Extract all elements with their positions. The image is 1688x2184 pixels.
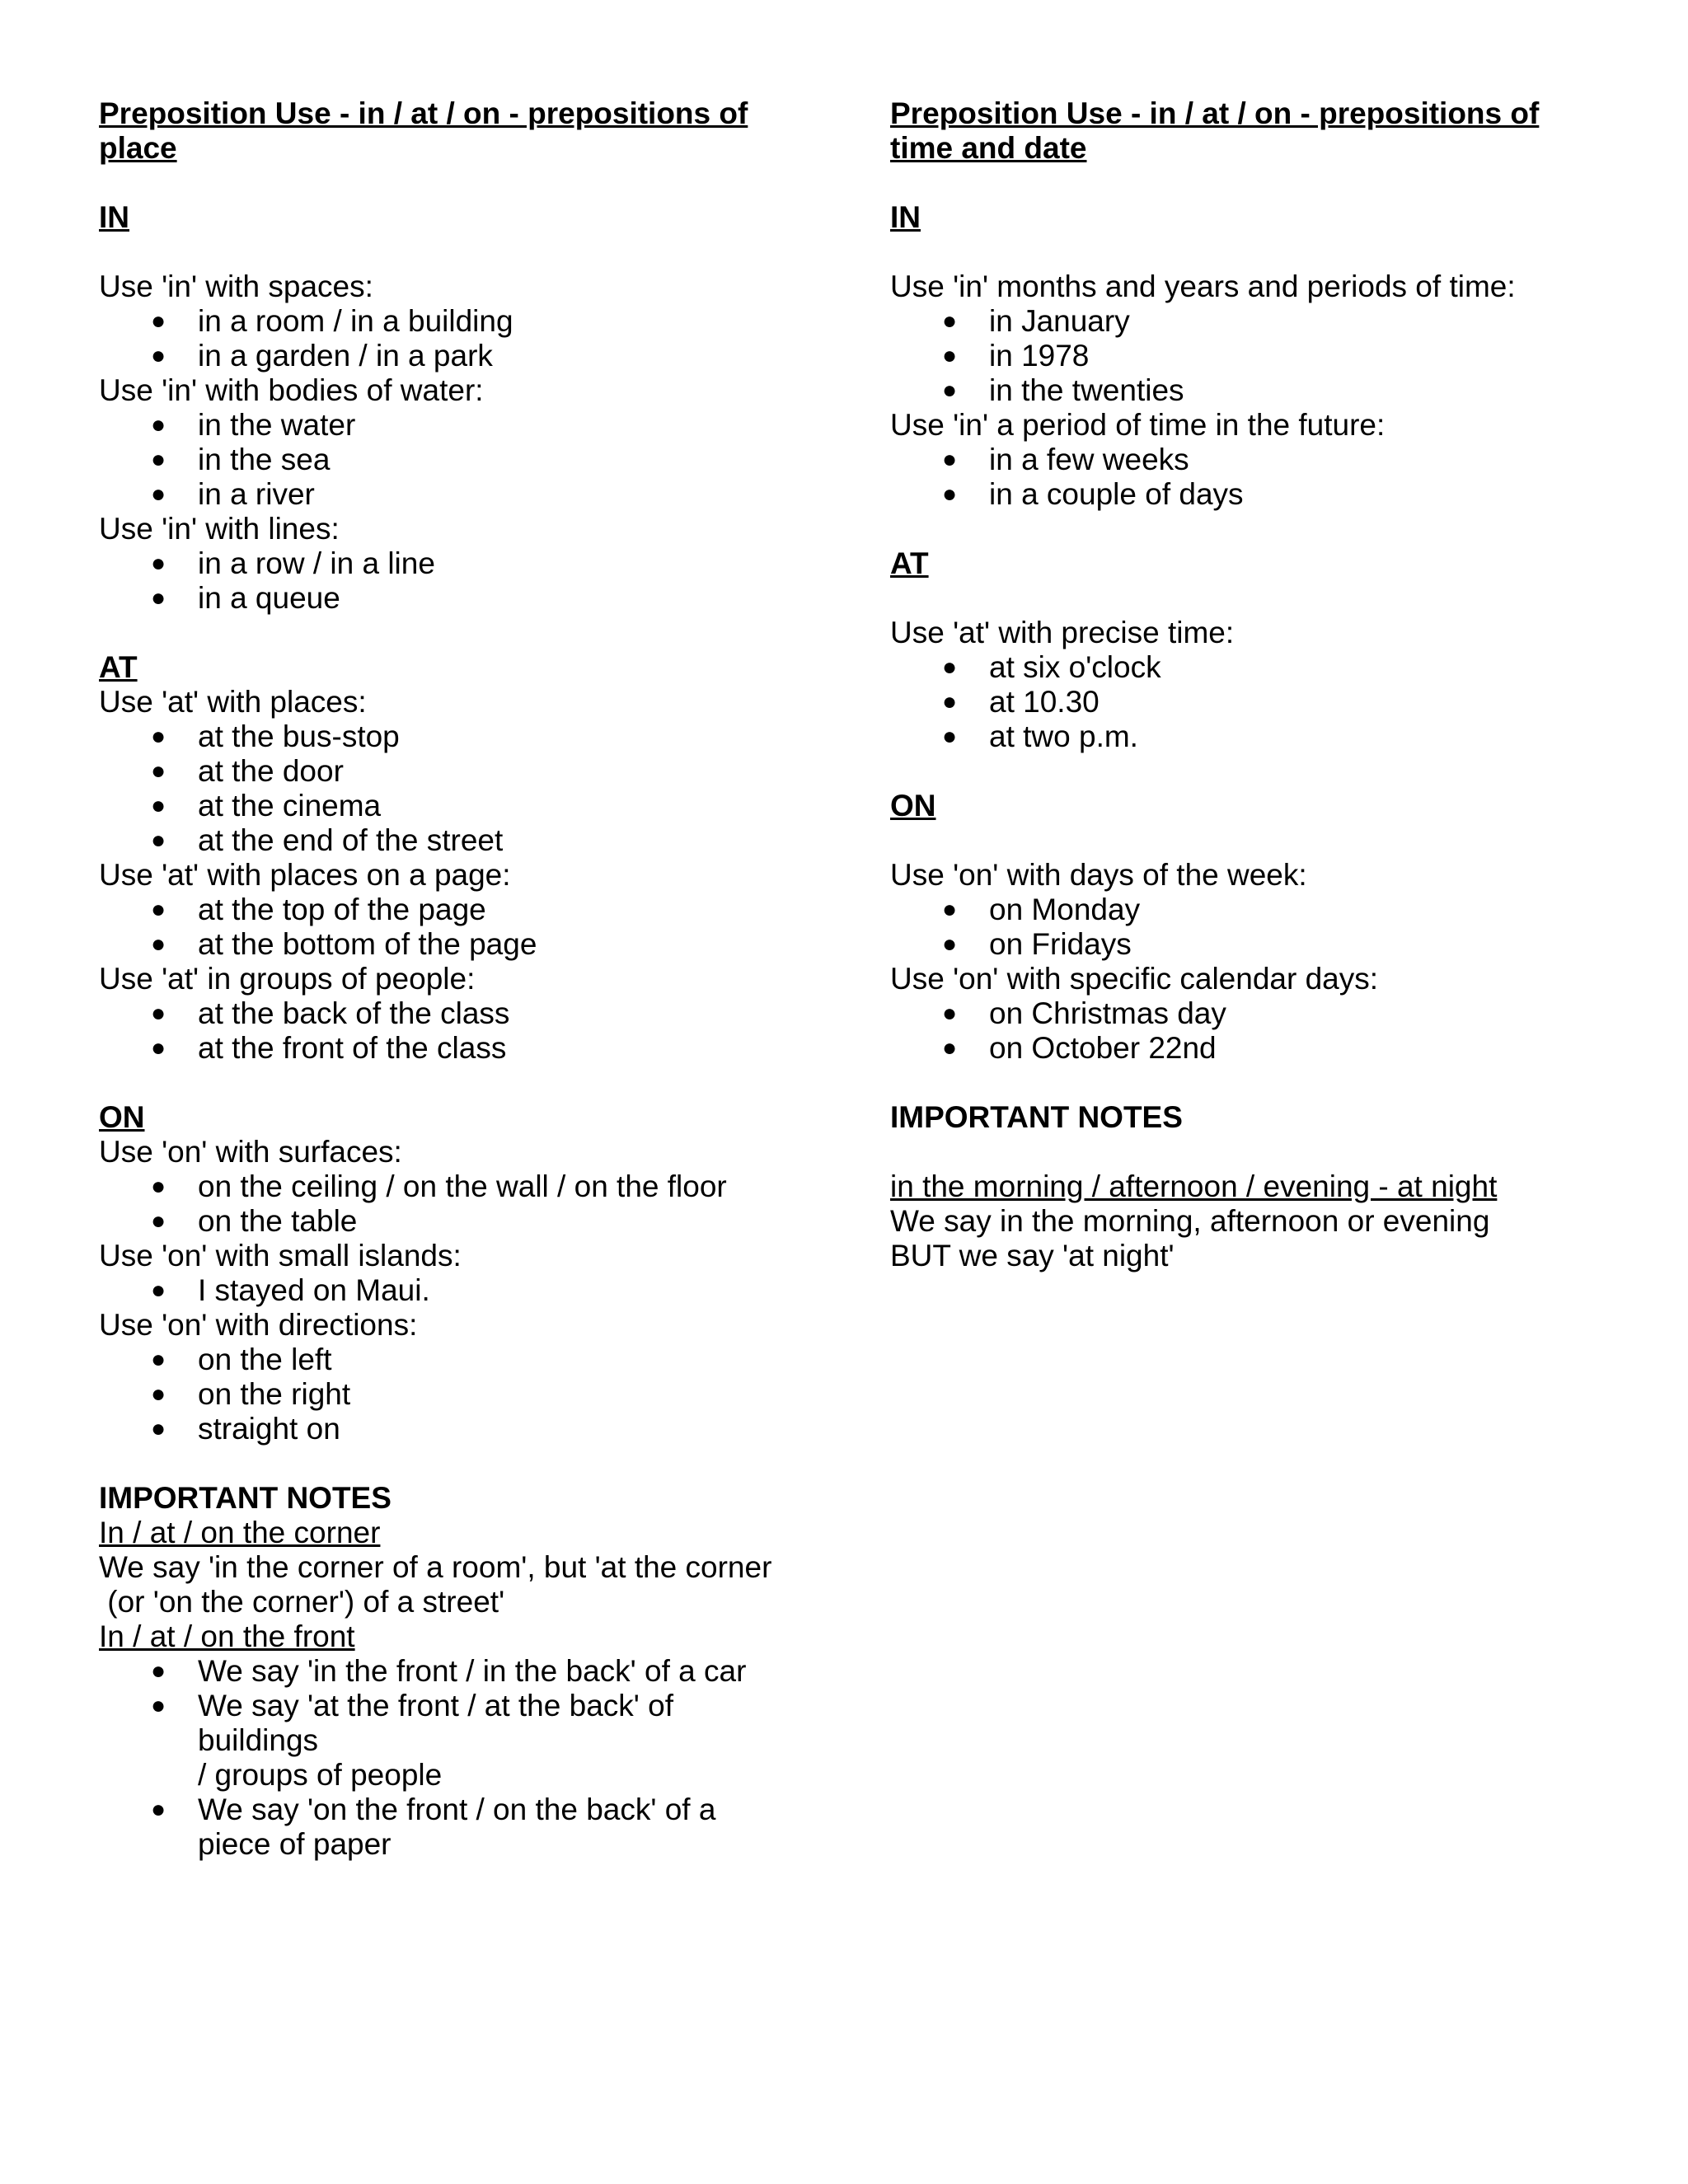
group-intro: Use 'at' with places: bbox=[99, 685, 367, 719]
bullet-icon: ● bbox=[150, 1657, 166, 1685]
bullet-icon: ● bbox=[150, 1207, 166, 1235]
bullet-icon: ● bbox=[150, 1796, 166, 1823]
place-notes-heading: IMPORTANT NOTES bbox=[99, 1481, 392, 1515]
list-item: ● at the door bbox=[150, 754, 344, 788]
bullet-list bbox=[99, 1343, 783, 1446]
time-on-heading: ON bbox=[890, 789, 936, 823]
bullet-icon: ● bbox=[150, 1380, 166, 1408]
list-item: ● We say 'in the front / in the back' of a car bbox=[150, 1654, 747, 1688]
bullet-icon: ● bbox=[150, 1346, 166, 1373]
list-item: ● in the sea bbox=[150, 443, 331, 476]
group-intro: Use 'at' with precise time: bbox=[890, 616, 1235, 649]
bullet-icon: ● bbox=[150, 757, 166, 785]
bullet-list bbox=[890, 650, 1582, 754]
place-column bbox=[99, 96, 783, 1862]
corner-note-line: (or 'on the corner') of a street' bbox=[99, 1585, 505, 1619]
group-intro: Use 'on' with surfaces: bbox=[99, 1135, 402, 1169]
group-intro: Use 'in' with spaces: bbox=[99, 269, 373, 303]
group-intro: Use 'in' months and years and periods of time: bbox=[890, 269, 1516, 303]
list-item: ● in a room / in a building bbox=[150, 304, 513, 338]
list-item: ● in a queue bbox=[150, 581, 340, 615]
time-at-heading: AT bbox=[890, 546, 929, 580]
bullet-list bbox=[890, 443, 1582, 512]
bullet-list bbox=[99, 408, 783, 512]
bullet-icon: ● bbox=[150, 896, 166, 923]
time-in-heading: IN bbox=[890, 200, 921, 234]
time-column bbox=[890, 96, 1582, 1273]
list-item: ● at the end of the street bbox=[150, 823, 504, 857]
group-intro: Use 'on' with specific calendar days: bbox=[890, 962, 1379, 996]
group-intro: Use 'on' with small islands: bbox=[99, 1239, 462, 1272]
bullet-icon: ● bbox=[150, 1034, 166, 1062]
night-subheading: in the morning / afternoon / evening - at night bbox=[890, 1169, 1498, 1203]
list-item: ● in a garden / in a park bbox=[150, 339, 493, 373]
list-item: ● on Christmas day bbox=[941, 996, 1226, 1030]
list-item: ● on the table bbox=[150, 1204, 358, 1238]
bullet-icon: ● bbox=[150, 1277, 166, 1304]
list-item: ● at the cinema bbox=[150, 789, 382, 823]
bullet-list bbox=[99, 304, 783, 373]
list-item: ● on the ceiling / on the wall / on the floor bbox=[150, 1169, 727, 1203]
bullet-list bbox=[99, 1654, 783, 1862]
bullet-icon: ● bbox=[941, 342, 958, 369]
list-item: ● in a row / in a line bbox=[150, 546, 435, 580]
bullet-list bbox=[99, 996, 783, 1066]
list-item: ● in a couple of days bbox=[941, 477, 1244, 511]
time-title: Preposition Use - in / at / on - prepositions of time and date bbox=[890, 96, 1540, 165]
list-item: ● in a river bbox=[150, 477, 315, 511]
place-on-group bbox=[99, 1135, 783, 1446]
group-intro: Use 'in' with lines: bbox=[99, 512, 340, 546]
bullet-list bbox=[99, 893, 783, 962]
bullet-icon: ● bbox=[150, 792, 166, 819]
corner-subheading: In / at / on the corner bbox=[99, 1516, 381, 1549]
group-intro: Use 'in' a period of time in the future: bbox=[890, 408, 1386, 442]
bullet-icon: ● bbox=[150, 446, 166, 473]
night-note-line: We say in the morning, afternoon or evening bbox=[890, 1204, 1490, 1238]
list-item: ● in the twenties bbox=[941, 373, 1184, 407]
list-item: ● on October 22nd bbox=[941, 1031, 1217, 1065]
bullet-list bbox=[99, 1273, 783, 1308]
group-intro: Use 'on' with directions: bbox=[99, 1308, 418, 1342]
bullet-icon: ● bbox=[941, 1000, 958, 1027]
bullet-icon: ● bbox=[941, 1034, 958, 1062]
list-item: ● We say 'on the front / on the back' of a piece of paper bbox=[150, 1793, 716, 1861]
bullet-icon: ● bbox=[150, 1415, 166, 1442]
list-item: ● on Monday bbox=[941, 893, 1141, 926]
list-item: ● on the right bbox=[150, 1377, 351, 1411]
bullet-icon: ● bbox=[941, 377, 958, 404]
bullet-list bbox=[99, 546, 783, 616]
bullet-icon: ● bbox=[150, 1173, 166, 1200]
time-in-group bbox=[890, 269, 1582, 512]
time-notes-heading: IMPORTANT NOTES bbox=[890, 1100, 1183, 1134]
bullet-icon: ● bbox=[150, 411, 166, 438]
time-at-group bbox=[890, 616, 1582, 754]
corner-note-line: We say 'in the corner of a room', but 'at the corner bbox=[99, 1550, 772, 1584]
bullet-icon: ● bbox=[150, 1000, 166, 1027]
list-item: ● at 10.30 bbox=[941, 685, 1100, 719]
group-intro: Use 'in' with bodies of water: bbox=[99, 373, 484, 407]
place-in-heading: IN bbox=[99, 200, 129, 234]
list-item: ● at six o'clock bbox=[941, 650, 1161, 684]
list-item: ● on Fridays bbox=[941, 927, 1132, 961]
list-item: ● I stayed on Maui. bbox=[150, 1273, 430, 1307]
group-intro: Use 'on' with days of the week: bbox=[890, 858, 1307, 892]
list-item: ● in a few weeks bbox=[941, 443, 1189, 476]
place-at-heading: AT bbox=[99, 650, 138, 684]
list-item: ● in 1978 bbox=[941, 339, 1090, 373]
list-item: ● straight on bbox=[150, 1412, 340, 1446]
bullet-icon: ● bbox=[150, 550, 166, 577]
time-on-group bbox=[890, 858, 1582, 1066]
list-item: ● at the back of the class bbox=[150, 996, 510, 1030]
bullet-icon: ● bbox=[941, 930, 958, 958]
list-item: ● in January bbox=[941, 304, 1130, 338]
bullet-icon: ● bbox=[941, 654, 958, 681]
list-item: ● at the top of the page bbox=[150, 893, 486, 926]
bullet-list bbox=[890, 893, 1582, 962]
night-note-line: BUT we say 'at night' bbox=[890, 1239, 1175, 1272]
bullet-icon: ● bbox=[150, 342, 166, 369]
front-subheading: In / at / on the front bbox=[99, 1619, 355, 1653]
bullet-list bbox=[890, 304, 1582, 408]
bullet-icon: ● bbox=[941, 723, 958, 750]
bullet-list bbox=[99, 1169, 783, 1239]
bullet-icon: ● bbox=[150, 480, 166, 508]
bullet-icon: ● bbox=[150, 723, 166, 750]
list-item: ● in the water bbox=[150, 408, 356, 442]
group-intro: Use 'at' in groups of people: bbox=[99, 962, 476, 996]
bullet-icon: ● bbox=[941, 446, 958, 473]
list-item: ● at the bus-stop bbox=[150, 719, 400, 753]
list-item: ● at two p.m. bbox=[941, 719, 1138, 753]
place-at-group bbox=[99, 685, 783, 1066]
list-item: ● We say 'at the front / at the back' of buildings / groups of people bbox=[150, 1689, 673, 1792]
list-item: ● at the front of the class bbox=[150, 1031, 507, 1065]
bullet-icon: ● bbox=[941, 896, 958, 923]
place-title: Preposition Use - in / at / on - prepositions of place bbox=[99, 96, 748, 165]
bullet-icon: ● bbox=[150, 307, 166, 335]
group-intro: Use 'at' with places on a page: bbox=[99, 858, 511, 892]
bullet-list bbox=[890, 996, 1582, 1066]
list-item: ● at the bottom of the page bbox=[150, 927, 537, 961]
bullet-icon: ● bbox=[941, 688, 958, 715]
place-in-group bbox=[99, 269, 783, 616]
bullet-icon: ● bbox=[150, 1692, 166, 1719]
place-on-heading: ON bbox=[99, 1100, 145, 1134]
bullet-icon: ● bbox=[150, 584, 166, 612]
bullet-icon: ● bbox=[941, 480, 958, 508]
bullet-icon: ● bbox=[941, 307, 958, 335]
bullet-list bbox=[99, 719, 783, 858]
bullet-icon: ● bbox=[150, 827, 166, 854]
bullet-icon: ● bbox=[150, 930, 166, 958]
list-item: ● on the left bbox=[150, 1343, 332, 1376]
